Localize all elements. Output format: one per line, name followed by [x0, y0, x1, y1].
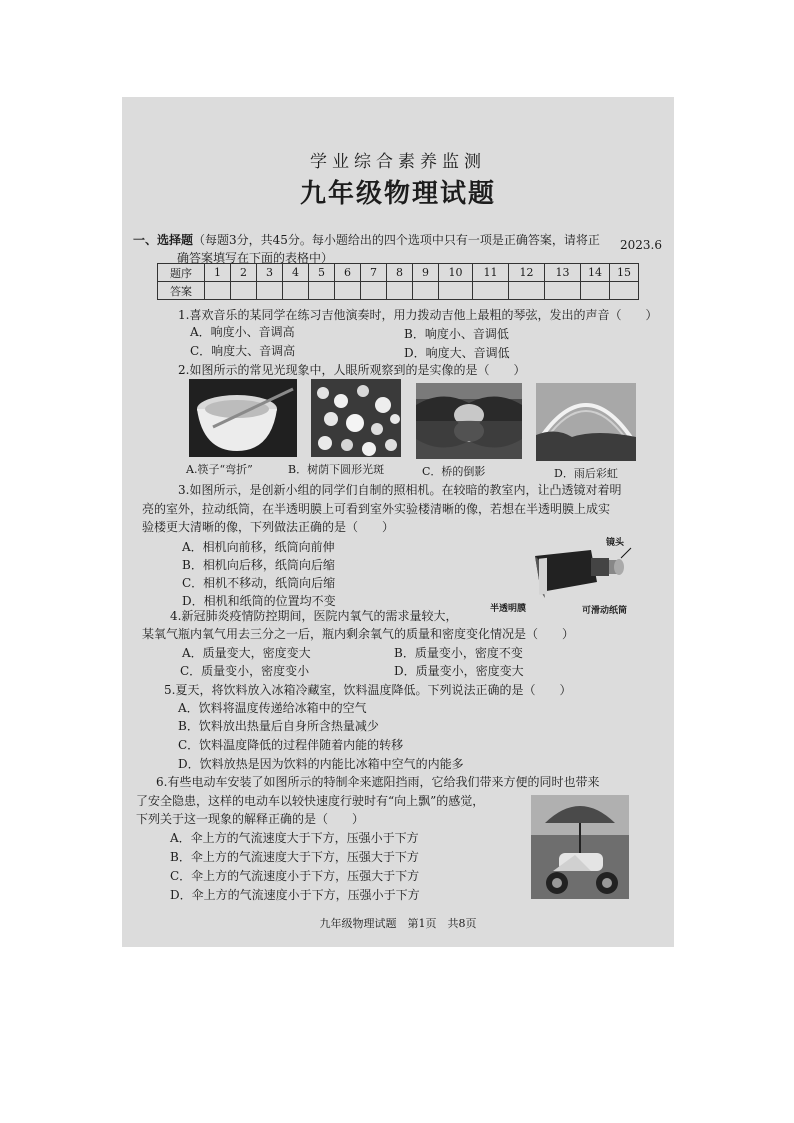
- qnum-cell: 8: [387, 264, 413, 282]
- answer-cell[interactable]: [473, 282, 509, 300]
- section-heading: [133, 231, 668, 267]
- q3-option-a: A．相机向前移，纸筒向前伸: [182, 540, 335, 554]
- qnum-cell: 9: [413, 264, 439, 282]
- q2-caption-b: B．树荫下圆形光斑: [288, 463, 385, 476]
- answer-table-answer-row: [158, 282, 639, 300]
- exam-title: 九年级物理试题: [299, 179, 496, 209]
- qnum-cell: 2: [231, 264, 257, 282]
- qnum-cell: 15: [610, 264, 639, 282]
- label-translucent-film: 半透明膜: [490, 604, 527, 614]
- q1-option-c: C．响度大、音调高: [190, 344, 296, 358]
- q6-option-c: C．伞上方的气流速度小于下方，压强大于下方: [170, 869, 420, 883]
- answer-cell[interactable]: [283, 282, 309, 300]
- q6-line1: 6.有些电动车安装了如图所示的特制伞来遮阳挡雨，它给我们带来方便的同时也带来: [156, 775, 600, 789]
- q6-line2: 了安全隐患，这样的电动车以较快速度行驶时有“向上飘”的感觉，: [136, 794, 485, 808]
- answer-cell[interactable]: [545, 282, 581, 300]
- qnum-cell: 7: [361, 264, 387, 282]
- answer-cell[interactable]: [309, 282, 335, 300]
- tree-shade-image: [311, 379, 401, 457]
- q6-option-a: A．伞上方的气流速度大于下方，压强小于下方: [170, 831, 419, 845]
- answer-cell[interactable]: [509, 282, 545, 300]
- label-sliding-tube: 可滑动纸筒: [582, 606, 628, 616]
- q3-line1: 3.如图所示，是创新小组的同学们自制的照相机。在较暗的教室内，让凸透镜对着明: [178, 483, 622, 497]
- label-lens: 镜头: [606, 538, 625, 548]
- answer-cell[interactable]: [205, 282, 231, 300]
- answer-cell[interactable]: [387, 282, 413, 300]
- section-instruction-1: （每题3分，共45分。每小题给出的四个选项中只有一项是正确答案，请将正: [193, 233, 600, 247]
- q6-line3: 下列关于这一现象的解释正确的是（ ）: [136, 812, 365, 826]
- answer-cell[interactable]: [439, 282, 473, 300]
- q4-line1: 4.新冠肺炎疫情防控期间，医院内氧气的需求量较大，: [170, 609, 458, 623]
- section-label: 一、选择题: [133, 233, 194, 247]
- q5-stem: 5.夏天，将饮料放入冰箱冷藏室，饮料温度降低。下列说法正确的是（ ）: [164, 683, 572, 697]
- q1-option-b: B．响度小、音调低: [404, 327, 509, 341]
- q4-line2: 某氧气瓶内氧气用去三分之一后，瓶内剩余氧气的质量和密度变化情况是（ ）: [142, 627, 575, 641]
- q3-line3: 验楼更大清晰的像，下列做法正确的是（ ）: [142, 520, 395, 534]
- answer-table: [157, 263, 639, 300]
- q5-option-a: A．饮料将温度传递给冰箱中的空气: [178, 701, 367, 715]
- q1-option-a: A．响度小、音调高: [190, 325, 295, 339]
- qnum-cell: 11: [473, 264, 509, 282]
- umbrella-scooter-image: [531, 795, 629, 899]
- q4-option-d: D．质量变小，密度变大: [394, 664, 524, 678]
- qnum-cell: 6: [335, 264, 361, 282]
- row-label-answer: 答案: [158, 282, 205, 300]
- qnum-cell: 10: [439, 264, 473, 282]
- section-instruction-2: 确答案填写在下面的表格中）: [177, 251, 334, 265]
- exam-sheet: [122, 97, 674, 947]
- q4-option-a: A．质量变大，密度变大: [182, 646, 311, 660]
- qnum-cell: 14: [581, 264, 610, 282]
- q3-option-b: B．相机向后移，纸筒向后缩: [182, 558, 335, 572]
- answer-cell[interactable]: [257, 282, 283, 300]
- answer-cell[interactable]: [231, 282, 257, 300]
- page-footer: 九年级物理试题 第1页 共8页: [319, 917, 477, 930]
- qnum-cell: 4: [283, 264, 309, 282]
- rainbow-image: [536, 383, 636, 461]
- q4-option-b: B．质量变小，密度不变: [394, 646, 523, 660]
- chopsticks-bowl-image: [189, 379, 297, 457]
- answer-table-number-row: [158, 264, 639, 282]
- q6-option-b: B．伞上方的气流速度大于下方，压强大于下方: [170, 850, 419, 864]
- answer-cell[interactable]: [610, 282, 639, 300]
- q5-option-c: C．饮料温度降低的过程伴随着内能的转移: [178, 738, 404, 752]
- q2-caption-c: C．桥的倒影: [422, 465, 486, 478]
- q2-caption-a: A.筷子“弯折”: [186, 463, 253, 476]
- q2-caption-d: D．雨后彩虹: [554, 467, 618, 480]
- row-label-number: 题序: [158, 264, 205, 282]
- q3-option-c: C．相机不移动，纸筒向后缩: [182, 576, 336, 590]
- q3-option-d: D．相机和纸筒的位置均不变: [182, 594, 336, 608]
- q5-option-d: D．饮料放热是因为饮料的内能比冰箱中空气的内能多: [178, 757, 464, 771]
- q1-option-d: D．响度大、音调低: [404, 346, 510, 360]
- q2-stem: 2.如图所示的常见光现象中，人眼所观察到的是实像的是（ ）: [178, 363, 526, 377]
- q4-option-c: C．质量变小，密度变小: [180, 664, 310, 678]
- q5-option-b: B．饮料放出热量后自身所含热量减少: [178, 719, 379, 733]
- qnum-cell: 3: [257, 264, 283, 282]
- camera-box-image: [527, 542, 639, 602]
- qnum-cell: 1: [205, 264, 231, 282]
- q6-option-d: D．伞上方的气流速度小于下方，压强小于下方: [170, 888, 420, 902]
- exam-series-title: 学业综合素养监测: [310, 152, 486, 172]
- bridge-reflection-image: [416, 383, 522, 459]
- q3-line2: 亮的室外，拉动纸筒，在半透明膜上可看到室外实验楼清晰的像，若想在半透明膜上成实: [142, 502, 611, 516]
- qnum-cell: 12: [509, 264, 545, 282]
- answer-cell[interactable]: [361, 282, 387, 300]
- exam-date: 2023.6: [620, 238, 662, 252]
- qnum-cell: 5: [309, 264, 335, 282]
- answer-cell[interactable]: [413, 282, 439, 300]
- qnum-cell: 13: [545, 264, 581, 282]
- answer-cell[interactable]: [581, 282, 610, 300]
- q1-stem: 1.喜欢音乐的某同学在练习吉他演奏时，用力拨动吉他上最粗的琴弦，发出的声音（ ）: [178, 308, 658, 322]
- answer-cell[interactable]: [335, 282, 361, 300]
